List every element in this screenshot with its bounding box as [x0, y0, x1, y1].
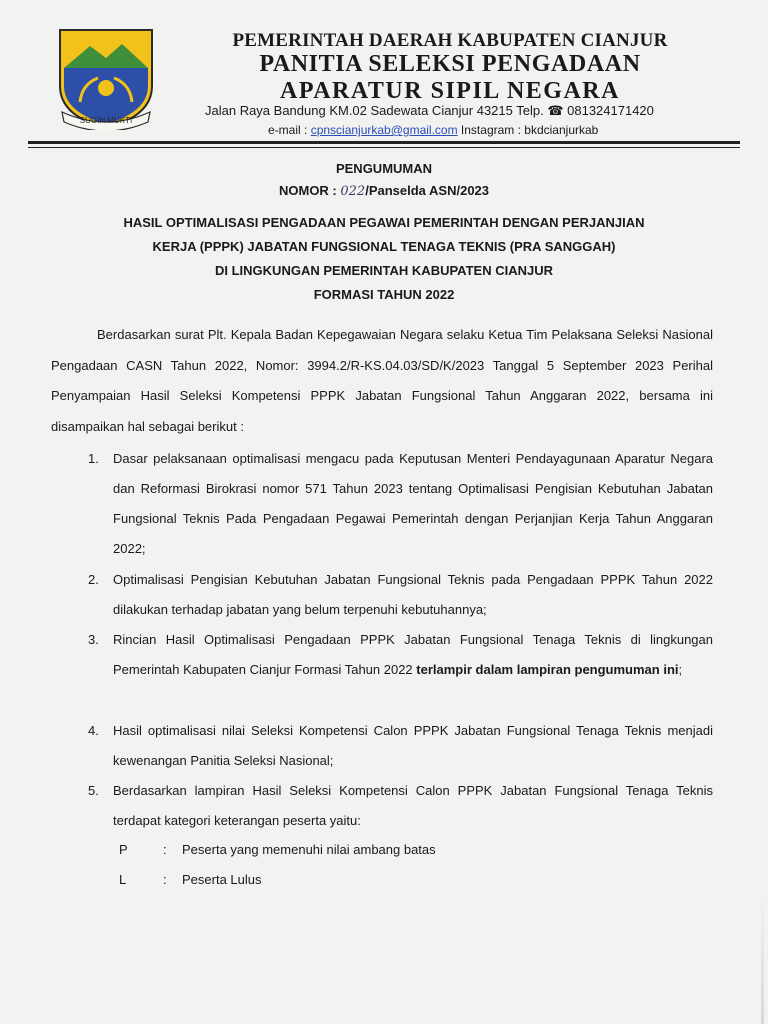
category-colon: : — [163, 842, 167, 857]
title-line-2: KERJA (PPPK) JABATAN FUNGSIONAL TENAGA TEKNIS (PRA SANGGAH) — [152, 239, 616, 254]
title-line-3: DI LINGKUNGAN PEMERINTAH KABUPATEN CIANJUR — [215, 263, 553, 278]
handwritten-number: 022 — [340, 184, 366, 199]
list-item-text: Dasar pelaksanaan optimalisasi mengacu pada Keputusan Menteri Pendayagunaan Aparatur Negara dan Reformasi Birokrasi nomor 571 Tahun 2023 tentang Optimalisasi Pengisian Kebutuhan Jabatan Fungsional Teknis Pada Pengadaan Pegawai Pemerintah dengan Perjanjian Kerja Tahun Anggaran 2022; — [113, 451, 713, 556]
logo-motto: SUGIH MUKTI — [79, 116, 133, 125]
intro-paragraph — [51, 320, 713, 442]
announcement-heading: PENGUMUMAN — [335, 161, 433, 176]
category-code: L — [119, 872, 127, 887]
letterhead-rule-thin — [28, 147, 740, 148]
list-item-number: 3. — [88, 632, 99, 647]
list-item-text-main: Rincian Hasil Optimalisasi Pengadaan PPPK Jabatan Fungsional Tenaga Teknis di lingkungan Pemerintah Kabupaten Cianjur Formasi Tahun 2022 — [113, 632, 713, 677]
letterhead-asn: APARATUR SIPIL NEGARA — [280, 78, 620, 104]
list-item-number: 5. — [88, 783, 99, 798]
list-item-number: 4. — [88, 723, 99, 738]
letterhead-government: PEMERINTAH DAERAH KABUPATEN CIANJUR — [232, 30, 668, 51]
category-code: P — [119, 842, 128, 857]
scan-edge-artifact — [761, 894, 764, 1024]
announcement-number — [30, 183, 738, 199]
intro-text: Berdasarkan surat Plt. Kepala Badan Kepegawaian Negara selaku Ketua Tim Pelaksana Seleksi Nasional Pengadaan CASN Tahun 2022, Nomor: 3994.2/R-KS.04.03/SD/K/2023 Tanggal 5 September 2023 Perihal Penyampaian Hasil Seleksi Kompetensi PPPK Jabatan Fungsional Tahun Anggaran 2022, bersama ini disampaikan hal sebagai berikut : — [51, 327, 713, 434]
instagram-handle: Instagram : bkdcianjurkab — [457, 123, 599, 137]
list-item — [88, 625, 713, 685]
list-item-number: 1. — [88, 451, 99, 466]
category-description: Peserta Lulus — [182, 872, 262, 887]
list-item — [88, 444, 713, 564]
list-item-text-tail: ; — [678, 662, 683, 677]
list-item-number: 2. — [88, 572, 99, 587]
number-label: NOMOR : — [278, 183, 341, 198]
email-link[interactable]: cpnscianjurkab@gmail.com — [310, 123, 458, 137]
list-item-text-bold: terlampir dalam lampiran pengumuman ini — [416, 662, 679, 677]
title-line-1: HASIL OPTIMALISASI PENGADAAN PEGAWAI PEMERINTAH DENGAN PERJANJIAN — [123, 215, 645, 230]
letterhead-contact — [268, 123, 598, 137]
letterhead-address: Jalan Raya Bandung KM.02 Sadewata Cianjur 43215 Telp. ☎ 081324171420 — [205, 103, 654, 118]
cianjur-regency-logo — [56, 28, 156, 130]
list-item-text: Optimalisasi Pengisian Kebutuhan Jabatan Fungsional Teknis pada Pengadaan PPPK Tahun 2022 dilakukan terhadap jabatan yang belum terpenuhi kebutuhannya; — [113, 572, 713, 617]
category-description: Peserta yang memenuhi nilai ambang batas — [182, 842, 436, 857]
list-item-text: Berdasarkan lampiran Hasil Seleksi Kompetensi Calon PPPK Jabatan Fungsional Tenaga Teknis terdapat kategori keterangan peserta yaitu: — [113, 783, 713, 828]
list-item-text — [113, 625, 713, 685]
email-label: e-mail : — [268, 123, 311, 137]
list-item — [88, 565, 713, 625]
letterhead-committee: PANITIA SELEKSI PENGADAAN — [259, 51, 641, 77]
list-item — [88, 716, 713, 776]
letterhead-rule-thick — [28, 141, 740, 144]
category-colon: : — [163, 872, 167, 887]
title-line-4: FORMASI TAHUN 2022 — [313, 287, 455, 302]
list-item — [88, 776, 713, 836]
number-suffix: /Panselda ASN/2023 — [365, 183, 490, 198]
list-item-text: Hasil optimalisasi nilai Seleksi Kompetensi Calon PPPK Jabatan Fungsional Tenaga Teknis menjadi kewenangan Panitia Seleksi Nasional; — [113, 723, 713, 768]
